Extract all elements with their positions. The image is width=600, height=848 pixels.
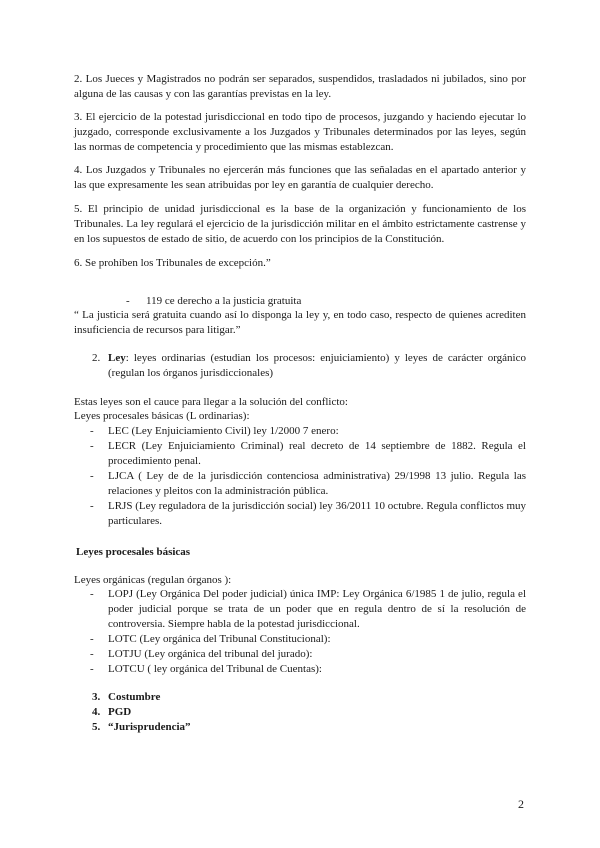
dash-marker: - [126, 295, 130, 307]
paragraph-5: 5. El principio de unidad jurisdiccional es la base de la organización y funcionamiento de los Tribunales. La ley regulará el ejercicio de la jurisdicción militar en el ámbito estrictamente castrense y en los supuestos de estado de sitio, de acuerdo con los principios de la Constitución. [74, 203, 526, 245]
paragraph-2: 2. Los Jueces y Magistrados no podrán ser separados, suspendidos, trasladados ni jubilados, sino por alguna de las causas y con las garantías previstas en la ley. [74, 73, 526, 100]
basicas-heading: Leyes procesales básicas [76, 546, 191, 558]
article-119-quote: “ La justicia será gratuita cuando así lo disponga la ley y, en todo caso, respecto de quienes acrediten insuficiencia de recursos para litigar.” [74, 309, 526, 336]
section-3-costumbre: 3. Costumbre [92, 691, 161, 703]
section-number: 2. [92, 352, 101, 364]
ordinarias-intro: Leyes procesales básicas (L ordinarias): [74, 410, 250, 422]
section-2-ley [74, 351, 526, 381]
paragraph-6: 6. Se prohíben los Tribunales de excepción.” [74, 257, 271, 269]
list-item: - LOPJ (Ley Orgánica Del poder judicial) única IMP: Ley Orgánica 6/1985 1 de julio, regula el poder judicial porque se trata de un poder que en regula dentro de sí la resolución de controversia. Siempre habla de la potestad jurisdiccional. [90, 588, 526, 630]
organicas-intro: Leyes orgánicas (regulan órganos ): [74, 574, 232, 586]
list-item: - LRJS (Ley reguladora de la jurisdicción social) ley 36/2011 10 octubre. Regula conflictos muy particulares. [90, 500, 526, 527]
paragraph-3: 3. El ejercicio de la potestad jurisdiccional en todo tipo de procesos, juzgando y haciendo ejecutar lo juzgado, corresponde exclusivamente a los Juzgados y Tribunales determinados por las leyes, según las normas de competencia y procedimiento que las mismas establezcan. [74, 111, 526, 153]
cauce-intro: Estas leyes son el cauce para llegar a la solución del conflicto: [74, 396, 348, 408]
organicas-list [74, 587, 526, 677]
section-description: : leyes ordinarias (estudian los procesos: enjuiciamiento) y leyes de carácter orgánico (regulan los órganos jurisdiccionales) [108, 352, 526, 379]
article-119-title: 119 ce derecho a la justicia gratuita [146, 295, 302, 307]
list-item: - LOTJU (Ley orgánica del tribunal del jurado): [90, 648, 313, 660]
list-item: - LOTC (Ley orgánica del Tribunal Constitucional): [90, 633, 331, 645]
paragraph-4: 4. Los Juzgados y Tribunales no ejercerán más funciones que las señaladas en el apartado anterior y las que expresamente les sean atribuidas por ley en garantía de cualquier derecho. [74, 164, 526, 191]
section-5-jurisprudencia: 5. “Jurisprudencia” [92, 721, 191, 733]
list-item: - LEC (Ley Enjuiciamiento Civil) ley 1/2000 7 enero: [90, 425, 339, 437]
page-number: 2 [518, 797, 524, 811]
section-text [108, 351, 526, 381]
ordinarias-list [74, 424, 526, 529]
section-label: Ley [108, 352, 126, 364]
section-4-pgd: 4. PGD [92, 706, 132, 718]
list-item: - LOTCU ( ley orgánica del Tribunal de Cuentas): [90, 663, 322, 675]
list-item: - LJCA ( Ley de de la jurisdicción contenciosa administrativa) 29/1998 13 julio. Regula las relaciones y pleitos con la administración pública. [90, 470, 526, 497]
list-item: - LECR (Ley Enjuiciamiento Criminal) real decreto de 14 septiembre de 1882. Regula el procedimiento penal. [90, 440, 526, 467]
